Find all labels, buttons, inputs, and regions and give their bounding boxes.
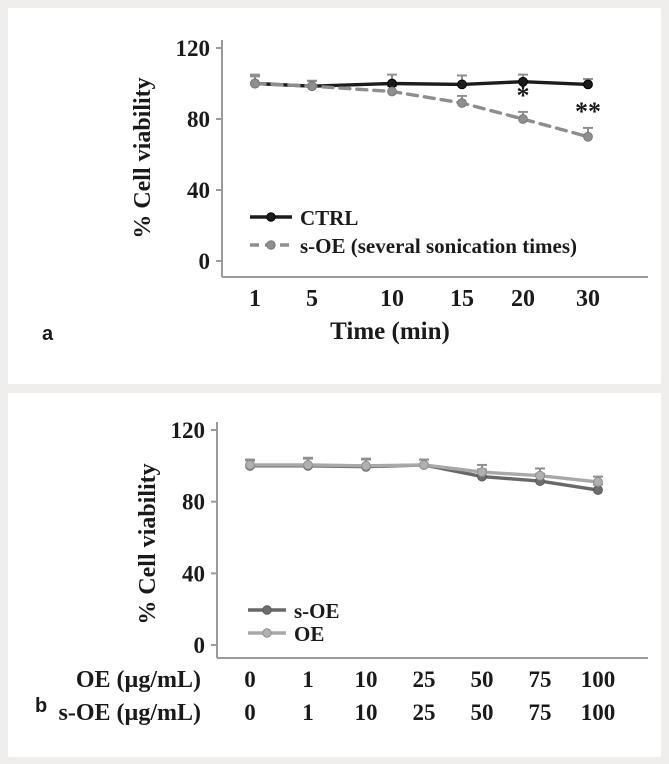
data-point bbox=[536, 471, 545, 480]
legend-label: OE bbox=[294, 622, 325, 646]
y-tick-label: 120 bbox=[175, 36, 210, 61]
y-axis-title: % Cell viability bbox=[130, 77, 156, 239]
data-point bbox=[458, 99, 467, 108]
legend-marker bbox=[267, 213, 275, 221]
panel-b-card bbox=[8, 393, 661, 757]
data-point bbox=[584, 132, 593, 141]
x-row-value: 0 bbox=[244, 667, 256, 692]
y-tick-label: 0 bbox=[193, 633, 205, 658]
y-tick-label: 0 bbox=[198, 249, 210, 274]
x-tick-label: 10 bbox=[380, 286, 404, 312]
x-row-value: 25 bbox=[412, 667, 436, 692]
panel-a-card bbox=[8, 8, 661, 384]
x-tick-label: 30 bbox=[576, 286, 600, 312]
y-tick-label: 80 bbox=[182, 489, 205, 515]
panel-a-label: a bbox=[42, 323, 54, 345]
y-axis-title: % Cell viability bbox=[135, 463, 161, 625]
data-point bbox=[362, 461, 371, 470]
x-row-value: 50 bbox=[470, 700, 494, 725]
x-row-value: 1 bbox=[302, 667, 314, 692]
x-row-value: 75 bbox=[528, 700, 552, 725]
data-point bbox=[420, 461, 429, 470]
x-tick-label: 1 bbox=[249, 286, 261, 312]
panel-b-chart bbox=[8, 393, 661, 757]
x-row-value: 10 bbox=[354, 667, 378, 692]
x-row-title: s-OE (µg/mL) bbox=[58, 700, 201, 726]
data-point bbox=[388, 87, 397, 96]
x-row-value: 50 bbox=[470, 667, 494, 692]
data-point bbox=[251, 79, 260, 88]
significance-marker: * bbox=[516, 80, 530, 110]
data-point bbox=[594, 478, 603, 487]
y-tick-label: 40 bbox=[182, 561, 205, 587]
x-tick-label: 5 bbox=[306, 286, 318, 312]
x-row-value: 10 bbox=[354, 700, 378, 725]
data-point bbox=[246, 461, 255, 470]
x-row-value: 100 bbox=[580, 700, 616, 725]
x-row-value: 1 bbox=[302, 700, 314, 725]
data-point bbox=[458, 80, 467, 89]
x-row-value: 25 bbox=[412, 700, 436, 725]
y-tick-label: 40 bbox=[187, 178, 210, 203]
data-point bbox=[519, 115, 528, 124]
legend-marker bbox=[263, 629, 271, 637]
x-row-title: OE (µg/mL) bbox=[75, 667, 201, 693]
data-point bbox=[304, 461, 313, 470]
significance-marker: ** bbox=[575, 96, 601, 126]
x-row-value: 0 bbox=[244, 700, 256, 725]
legend-label: s-OE bbox=[294, 599, 340, 623]
data-point bbox=[594, 486, 603, 495]
x-row-value: 75 bbox=[528, 667, 552, 692]
x-axis-title: Time (min) bbox=[330, 318, 450, 345]
y-tick-label: 80 bbox=[187, 107, 210, 132]
data-point bbox=[584, 80, 593, 89]
y-tick-label: 120 bbox=[170, 417, 205, 443]
x-tick-label: 15 bbox=[450, 286, 474, 312]
x-row-value: 100 bbox=[580, 667, 616, 692]
legend-label: CTRL bbox=[300, 206, 359, 230]
data-point bbox=[308, 82, 317, 91]
data-point bbox=[478, 468, 487, 477]
panel-a-chart bbox=[8, 8, 661, 384]
legend-label: s-OE (several sonication times) bbox=[300, 234, 578, 258]
legend-marker bbox=[267, 241, 275, 249]
legend-marker bbox=[263, 606, 271, 614]
data-point bbox=[388, 79, 397, 88]
x-tick-label: 20 bbox=[511, 286, 535, 312]
panel-b-label: b bbox=[35, 695, 48, 717]
series-line-s-OE bbox=[255, 84, 588, 137]
